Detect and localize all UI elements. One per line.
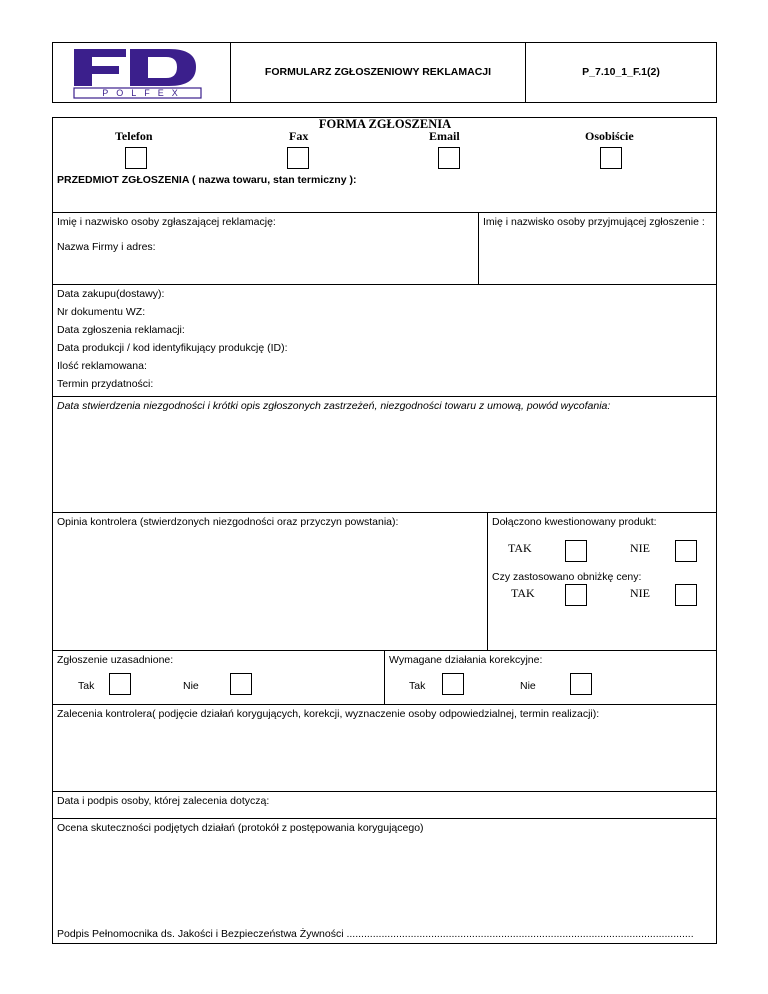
controller-opinion-label: Opinia kontrolera (stwierdzonych niezgodności oraz przyczyn powstania):	[57, 516, 399, 528]
corrective-label: Wymagane działania korekcyjne:	[389, 654, 543, 666]
logo-text: POLFEX	[102, 88, 186, 98]
option-email-label: Email	[429, 129, 460, 143]
signature-label: Data i podpis osoby, której zalecenia dotyczą:	[57, 795, 270, 807]
polfex-logo	[64, 46, 214, 100]
corrective-no-checkbox[interactable]	[570, 673, 592, 695]
detail-complaint-date: Data zgłoszenia reklamacji:	[57, 324, 185, 336]
discount-no-label: NIE	[630, 586, 650, 600]
attached-no-label: NIE	[630, 541, 650, 555]
attached-yes-checkbox[interactable]	[565, 540, 587, 562]
discount-yes-label: TAK	[511, 586, 535, 600]
corrective-no-label: Nie	[520, 680, 536, 692]
checkbox-osobiscie[interactable]	[600, 147, 622, 169]
form-title: FORMULARZ ZGŁOSZENIOWY REKLAMACJI	[264, 66, 492, 78]
receiver-name-label: Imię i nazwisko osoby przyjmującej zgłoszenie :	[483, 216, 705, 228]
detail-production-id: Data produkcji / kod identyfikujący produkcję (ID):	[57, 342, 288, 354]
forma-title: FORMA ZGŁOSZENIA	[318, 117, 452, 131]
detail-expiry: Termin przydatności:	[57, 378, 154, 390]
corrective-yes-label: Tak	[409, 680, 426, 692]
attached-yes-label: TAK	[508, 541, 532, 555]
company-address-label: Nazwa Firmy i adres:	[57, 241, 156, 253]
justified-yes-label: Tak	[78, 680, 95, 692]
justified-no-label: Nie	[183, 680, 199, 692]
form-code: P_7.10_1_F.1(2)	[582, 66, 660, 78]
przedmiot-label: PRZEDMIOT ZGŁOSZENIA ( nazwa towaru, stan termiczny ):	[57, 174, 357, 186]
option-fax-label: Fax	[289, 129, 309, 143]
justified-label: Zgłoszenie uzasadnione:	[57, 654, 174, 666]
option-osobiscie-label: Osobiście	[585, 129, 634, 143]
justified-yes-checkbox[interactable]	[109, 673, 131, 695]
recommendations-label: Zalecenia kontrolera( podjęcie działań korygujących, korekcji, wyznaczenie osoby odpowiedzialnej, termin realizacji):	[57, 708, 600, 720]
detail-purchase-date: Data zakupu(dostawy):	[57, 288, 165, 300]
justified-no-checkbox[interactable]	[230, 673, 252, 695]
discount-yes-checkbox[interactable]	[565, 584, 587, 606]
effectiveness-label: Ocena skuteczności podjętych działań (protokół z postępowania korygującego)	[57, 822, 424, 834]
proxy-signature-line: Podpis Pełnomocnika ds. Jakości i Bezpieczeństwa Żywności .......................................................................................................................	[57, 928, 694, 940]
checkbox-telefon[interactable]	[125, 147, 147, 169]
checkbox-fax[interactable]	[287, 147, 309, 169]
attached-no-checkbox[interactable]	[675, 540, 697, 562]
detail-wz-number: Nr dokumentu WZ:	[57, 306, 146, 318]
reporter-name-label: Imię i nazwisko osoby zgłaszającej reklamację:	[57, 216, 276, 228]
discount-label: Czy zastosowano obniżkę ceny:	[492, 571, 642, 583]
description-label: Data stwierdzenia niezgodności i krótki opis zgłoszonych zastrzeżeń, niezgodności towaru z umową, powód wycofania:	[57, 400, 611, 412]
checkbox-email[interactable]	[438, 147, 460, 169]
detail-quantity: Ilość reklamowana:	[57, 360, 147, 372]
option-telefon-label: Telefon	[115, 129, 153, 143]
discount-no-checkbox[interactable]	[675, 584, 697, 606]
attached-product-label: Dołączono kwestionowany produkt:	[492, 516, 657, 528]
corrective-yes-checkbox[interactable]	[442, 673, 464, 695]
